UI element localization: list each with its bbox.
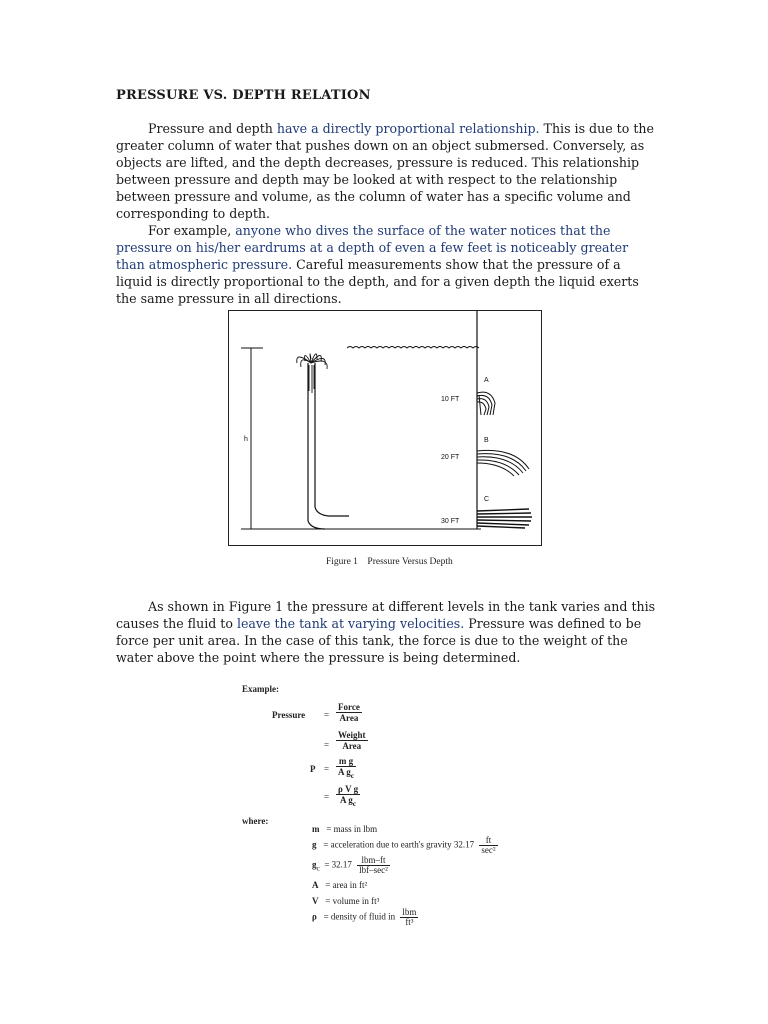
jet-a: [477, 392, 495, 415]
jet-b: [477, 450, 529, 476]
rvg-over-agc: [336, 784, 360, 808]
agc-denominator-1: A $g_c$: [338, 767, 355, 780]
example-heading: Example:: [242, 684, 279, 694]
h-label: h: [244, 436, 248, 443]
where-label: where:: [242, 816, 269, 826]
def-volume: V = volume in ft³: [312, 896, 380, 906]
fountain-spray: [297, 354, 327, 393]
area-denominator-1: Area: [339, 713, 359, 723]
force-over-area: [336, 702, 362, 723]
level-c-depth: 30 FT: [441, 518, 460, 525]
equals-2: =: [324, 740, 330, 750]
def-gravity: g = acceleration due to earth's gravity 32.17 $\frac{ft}{\text{sec²}}$: [312, 835, 496, 855]
level-a-letter: A: [484, 377, 489, 384]
def-density: ρ = density of fluid in $\frac{\text{lbm}}{\text{ft³}}$: [312, 907, 417, 927]
paragraph-3-text-start: As shown in Figure 1 the pressure at different levels in the tank varies and this causes the fluid to: [116, 599, 656, 631]
rvg-numerator: ρ V g: [338, 784, 359, 794]
jet-c: [477, 509, 532, 528]
paragraph-2-text-end: Careful measurements show that the pressure of a liquid is directly proportional to the depth, and for a given depth the liquid exerts the same pressure in all directions.: [116, 257, 639, 306]
equals-4: =: [324, 792, 330, 802]
mg-over-agc: [336, 756, 356, 780]
paragraph-3-text-end: Pressure was defined to be force per unit area. In the case of this tank, the force is due to the weight of the water above the point where the pressure is being determined.: [116, 616, 642, 665]
page-title: PRESSURE VS. DEPTH RELATION: [116, 88, 371, 103]
def-area: A = area in ft²: [312, 880, 368, 890]
paragraph-3: [116, 598, 656, 666]
mg-numerator: m g: [336, 756, 356, 767]
level-b-letter: B: [484, 437, 489, 444]
equals-1: =: [324, 710, 330, 720]
paragraph-2-text-start: For example,: [148, 223, 236, 238]
paragraph-3-link[interactable]: leave the tank at varying velocities.: [236, 616, 465, 631]
paragraph-1-text-start: Pressure and depth: [148, 121, 277, 136]
pressure-word: Pressure: [272, 710, 306, 720]
paragraph-1: [116, 120, 656, 222]
equals-3: =: [324, 764, 330, 774]
p-symbol: P: [310, 764, 316, 774]
paragraph-2-link[interactable]: anyone who dives the surface of the water notices that the pressure on his/her eardrums at a depth of even a few feet is noticeably greater than atmospheric pressure.: [116, 223, 629, 272]
area-denominator-2: Area: [342, 741, 362, 751]
weight-over-area: [336, 730, 368, 751]
level-a-depth: 10 FT: [441, 396, 460, 403]
water-surface: [347, 347, 479, 349]
def-mass: m = mass in lbm: [312, 824, 378, 834]
weight-numerator: Weight: [338, 730, 366, 740]
level-b-depth: 20 FT: [441, 454, 460, 461]
figure-1: [228, 310, 542, 546]
def-gc: $g_c = 32.17$ $\frac{\text{lbm–ft}}{\text{lbf–sec²}}$: [312, 855, 388, 875]
level-c-letter: C: [484, 496, 490, 503]
figure-caption: Figure 1 Pressure Versus Depth: [326, 557, 453, 567]
force-numerator: Force: [338, 702, 360, 712]
agc-denominator-2: A $g_c$: [340, 795, 357, 808]
paragraph-1-link[interactable]: have a directly proportional relationship.: [276, 121, 540, 136]
paragraph-2: [116, 222, 656, 307]
example-equations: [240, 680, 640, 930]
pressure-depth-diagram: [229, 311, 541, 545]
paragraph-1-text-end: This is due to the greater column of water that pushes down on an object submersed. Conversely, as objects are lifted, and the depth decreases, pressure is reduced. This relationship between pressure and depth may be looked at with respect to the relationship between pressure and volume, as the column of water has a specific volume and corresponding to depth.: [116, 121, 654, 221]
